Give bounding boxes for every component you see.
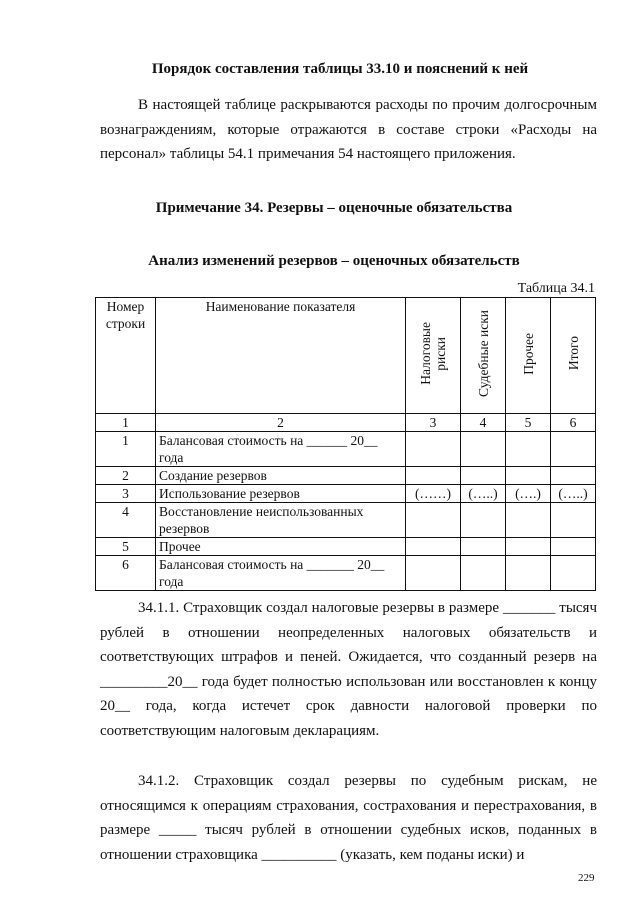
- cell-total: (…..): [551, 485, 596, 503]
- table-row: [96, 485, 596, 503]
- row-label: Восстановление неиспользованных резервов: [156, 503, 406, 538]
- cell-legal-claims: [461, 467, 506, 485]
- header-legal-claims: Судебные иски: [461, 298, 506, 414]
- paragraph-34-1-1: 34.1.1. Страховщик создал налоговые резервы в размере _______ тысяч рублей в отношении неопределенных налоговых обязательств и соответствующих штрафов и пеней. Ожидается, что созданный резерв на _________20__ года будет полностью использован или восстановлен к концу 20__ года, когда истечет срок давности налоговой проверки по соответствующим налоговым декларациям.: [100, 600, 597, 739]
- header-tax-risks: Налоговые риски: [406, 298, 461, 414]
- row-label: Использование резервов: [156, 485, 406, 503]
- cell-total: [551, 538, 596, 556]
- cell-other: (….): [506, 485, 551, 503]
- col-number: 6: [551, 414, 596, 432]
- cell-other: [506, 556, 551, 591]
- column-numbers-row: [96, 414, 596, 432]
- table-caption: Таблица 34.1: [517, 281, 595, 296]
- cell-other: [506, 503, 551, 538]
- row-label: Балансовая стоимость на ______ 20__ года: [156, 432, 406, 467]
- cell-other: [506, 538, 551, 556]
- cell-legal-claims: [461, 503, 506, 538]
- cell-tax-risks: [406, 503, 461, 538]
- section-heading: Порядок составления таблицы 33.10 и пояснений к ней: [151, 61, 529, 77]
- cell-tax-risks: [406, 538, 461, 556]
- cell-tax-risks: [406, 556, 461, 591]
- table-row: [96, 467, 596, 485]
- header-other: Прочее: [506, 298, 551, 414]
- cell-total: [551, 503, 596, 538]
- row-number: 6: [96, 556, 156, 591]
- cell-total: [551, 556, 596, 591]
- cell-legal-claims: [461, 538, 506, 556]
- table-row: [96, 556, 596, 591]
- row-number: 1: [96, 432, 156, 467]
- cell-other: [506, 432, 551, 467]
- row-number: 5: [96, 538, 156, 556]
- table-row: [96, 503, 596, 538]
- col-number: 1: [96, 414, 156, 432]
- row-label: Балансовая стоимость на _______ 20__ года: [156, 556, 406, 591]
- cell-tax-risks: (……): [406, 485, 461, 503]
- cell-tax-risks: [406, 467, 461, 485]
- col-number: 4: [461, 414, 506, 432]
- table-row: [96, 432, 596, 467]
- header-total: Итого: [551, 298, 596, 414]
- cell-tax-risks: [406, 432, 461, 467]
- cell-legal-claims: [461, 432, 506, 467]
- row-number: 4: [96, 503, 156, 538]
- cell-legal-claims: [461, 556, 506, 591]
- table-heading: Анализ изменений резервов – оценочных обязательств: [148, 253, 520, 269]
- col-number: 2: [156, 414, 406, 432]
- cell-other: [506, 467, 551, 485]
- provisions-table: [95, 297, 596, 591]
- col-number: 5: [506, 414, 551, 432]
- table-header-row: [96, 298, 596, 414]
- cell-total: [551, 432, 596, 467]
- row-number: 3: [96, 485, 156, 503]
- note-heading: Примечание 34. Резервы – оценочные обязательства: [155, 200, 513, 216]
- intro-paragraph: В настоящей таблице раскрываются расходы по прочим долгосрочным вознаграждениям, которые отражаются в составе строки «Расходы на персонал» таблицы 54.1 примечания 54 настоящего приложения.: [100, 97, 597, 162]
- row-label: Прочее: [156, 538, 406, 556]
- header-row-number: Номер строки: [96, 298, 156, 414]
- col-number: 3: [406, 414, 461, 432]
- paragraph-34-1-2: 34.1.2. Страховщик создал резервы по судебным рискам, не относящимся к операциям страхования, сострахования и перестрахования, в размере _____ тысяч рублей в отношении судебных исков, поданных в отношении страховщика __________ (указать, кем поданы иски) и: [100, 773, 597, 863]
- table-row: [96, 538, 596, 556]
- row-label: Создание резервов: [156, 467, 406, 485]
- page-number: 229: [578, 872, 595, 884]
- cell-total: [551, 467, 596, 485]
- header-indicator: Наименование показателя: [156, 298, 406, 414]
- row-number: 2: [96, 467, 156, 485]
- cell-legal-claims: (…..): [461, 485, 506, 503]
